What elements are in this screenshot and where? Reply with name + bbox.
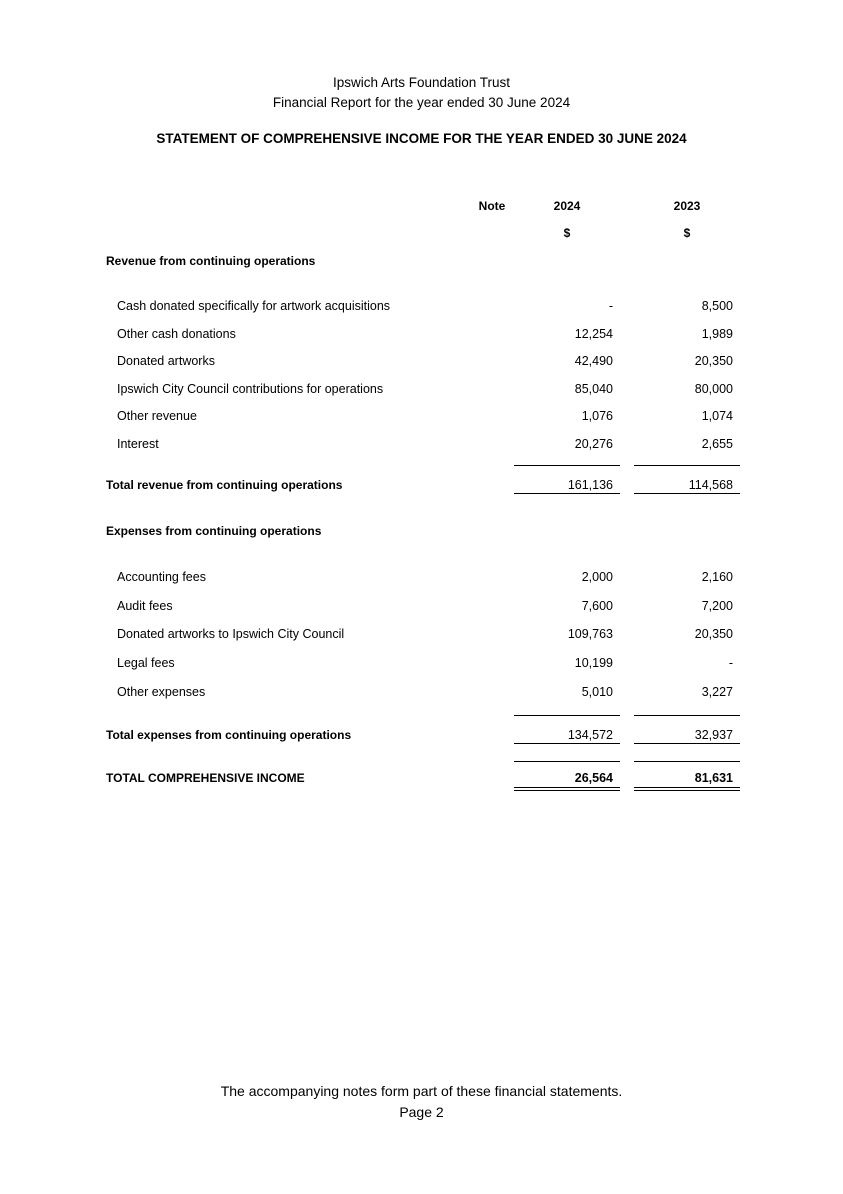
value-2024: 109,763: [567, 627, 613, 641]
row-label: Accounting fees: [117, 570, 206, 584]
value-2023: 1,074: [701, 409, 733, 423]
value-2023: 2,655: [701, 437, 733, 451]
total-comprehensive-income-label: TOTAL COMPREHENSIVE INCOME: [106, 771, 305, 785]
value-2023: 20,350: [694, 627, 733, 641]
row-label: Donated artworks: [117, 354, 215, 368]
value-2024: 2,000: [581, 570, 613, 584]
column-header-2023: 2023: [673, 199, 701, 213]
total-comprehensive-income-2023: 81,631: [694, 771, 733, 785]
total-underline-2023: [634, 493, 740, 494]
total-expenses-2023: 32,937: [694, 728, 733, 742]
total-expenses-2024: 134,572: [567, 728, 613, 742]
row-label: Ipswich City Council contributions for operations: [117, 382, 384, 396]
value-2024: 10,199: [574, 656, 613, 670]
value-2024: 5,010: [581, 685, 613, 699]
row-label: Other revenue: [117, 409, 197, 423]
revenue-section-heading: Revenue from continuing operations: [106, 254, 316, 268]
total-revenue-label: Total revenue from continuing operations: [106, 478, 343, 492]
double-underline-bottom-2023: [634, 790, 740, 791]
currency-symbol-2024: $: [563, 226, 571, 240]
value-2023: -: [728, 656, 733, 670]
total-revenue-2024: 161,136: [567, 478, 613, 492]
row-label: Interest: [117, 437, 159, 451]
row-label: Cash donated specifically for artwork acquisitions: [117, 299, 391, 313]
value-2023: 3,227: [701, 685, 733, 699]
subtotal-rule-2023: [634, 715, 740, 716]
row-label: Audit fees: [117, 599, 173, 613]
total-underline-2024: [514, 493, 620, 494]
column-header-2024: 2024: [553, 199, 581, 213]
statement-title: STATEMENT OF COMPREHENSIVE INCOME FOR THE YEAR ENDED 30 JUNE 2024: [156, 131, 687, 146]
value-2024: -: [608, 299, 613, 313]
value-2023: 7,200: [701, 599, 733, 613]
value-2024: 20,276: [574, 437, 613, 451]
double-underline-bottom-2024: [514, 790, 620, 791]
value-2024: 7,600: [581, 599, 613, 613]
double-underline-top-2023: [634, 787, 740, 788]
subtotal-rule-2024: [514, 465, 620, 466]
value-2023: 80,000: [694, 382, 733, 396]
subtotal-rule-2023: [634, 465, 740, 466]
total-revenue-2023: 114,568: [688, 478, 733, 492]
row-label: Other expenses: [117, 685, 206, 699]
value-2023: 8,500: [701, 299, 733, 313]
value-2024: 42,490: [574, 354, 613, 368]
organisation-name: Ipswich Arts Foundation Trust: [332, 75, 511, 90]
footer-note: The accompanying notes form part of these financial statements.: [220, 1083, 623, 1099]
total-comprehensive-income-2024: 26,564: [574, 771, 613, 785]
total-underline-2023: [634, 743, 740, 744]
currency-symbol-2023: $: [683, 226, 691, 240]
report-subtitle: Financial Report for the year ended 30 June 2024: [272, 95, 571, 110]
row-label: Other cash donations: [117, 327, 236, 341]
page-number: Page 2: [399, 1104, 444, 1120]
total-underline-2024: [514, 743, 620, 744]
expenses-section-heading: Expenses from continuing operations: [106, 524, 322, 538]
value-2024: 1,076: [581, 409, 613, 423]
grand-total-rule-2023: [634, 761, 740, 762]
value-2024: 85,040: [574, 382, 613, 396]
value-2023: 1,989: [701, 327, 733, 341]
column-header-note: Note: [478, 199, 506, 213]
value-2023: 20,350: [694, 354, 733, 368]
row-label: Donated artworks to Ipswich City Council: [117, 627, 345, 641]
value-2023: 2,160: [701, 570, 733, 584]
value-2024: 12,254: [574, 327, 613, 341]
grand-total-rule-2024: [514, 761, 620, 762]
subtotal-rule-2024: [514, 715, 620, 716]
total-expenses-label: Total expenses from continuing operations: [106, 728, 352, 742]
double-underline-top-2024: [514, 787, 620, 788]
row-label: Legal fees: [117, 656, 175, 670]
